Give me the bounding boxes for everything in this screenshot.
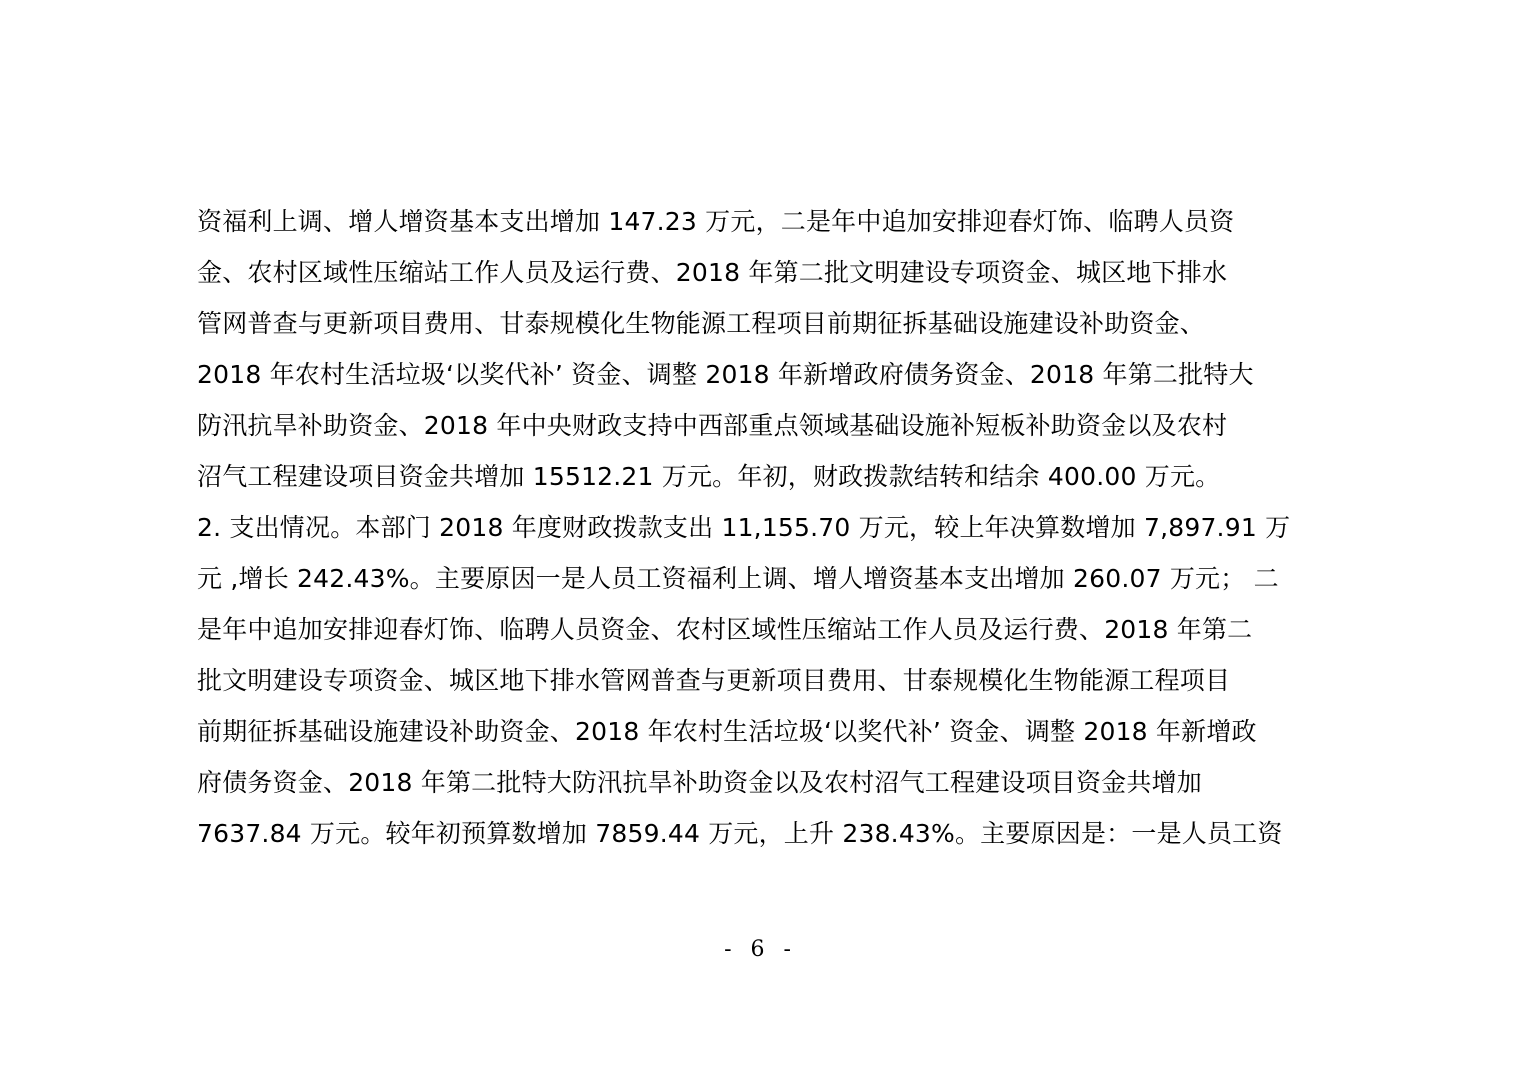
- text-line: 元 ,增长 242.43%。主要原因一是人员工资福利上调、增人增资基本支出增加 260.07 万元； 二: [197, 564, 1279, 593]
- text-line: 金、农村区域性压缩站工作人员及运行费、2018 年第二批文明建设专项资金、城区地下排水: [197, 258, 1228, 287]
- body-text: [197, 196, 1387, 859]
- text-line: 管网普查与更新项目费用、甘泰规模化生物能源工程项目前期征拆基础设施建设补助资金、: [197, 309, 1206, 338]
- text-line: 7637.84 万元。较年初预算数增加 7859.44 万元，上升 238.43%。主要原因是：一是人员工资: [197, 819, 1283, 848]
- text-line: 府债务资金、2018 年第二批特大防汛抗旱补助资金以及农村沼气工程建设项目资金共增加: [197, 768, 1202, 797]
- text-line: 是年中追加安排迎春灯饰、临聘人员资金、农村区域性压缩站工作人员及运行费、2018 年第二: [197, 615, 1253, 644]
- text-line: 2. 支出情况。本部门 2018 年度财政拨款支出 11,155.70 万元，较上年决算数增加 7,897.91 万: [197, 513, 1291, 542]
- text-line: 2018 年农村生活垃圾‘以奖代补’ 资金、调整 2018 年新增政府债务资金、2018 年第二批特大: [197, 360, 1254, 389]
- text-line: 批文明建设专项资金、城区地下排水管网普查与更新项目费用、甘泰规模化生物能源工程项目: [197, 666, 1231, 695]
- page-number: - 6 -: [724, 937, 797, 962]
- text-line: 资福利上调、增人增资基本支出增加 147.23 万元，二是年中追加安排迎春灯饰、临聘人员资: [197, 207, 1235, 236]
- text-line: 前期征拆基础设施建设补助资金、2018 年农村生活垃圾‘以奖代补’ 资金、调整 2018 年新增政: [197, 717, 1257, 746]
- text-line: 防汛抗旱补助资金、2018 年中央财政支持中西部重点领域基础设施补短板补助资金以及农村: [197, 411, 1228, 440]
- text-line: 沼气工程建设项目资金共增加 15512.21 万元。年初，财政拨款结转和结余 400.00 万元。: [197, 462, 1221, 491]
